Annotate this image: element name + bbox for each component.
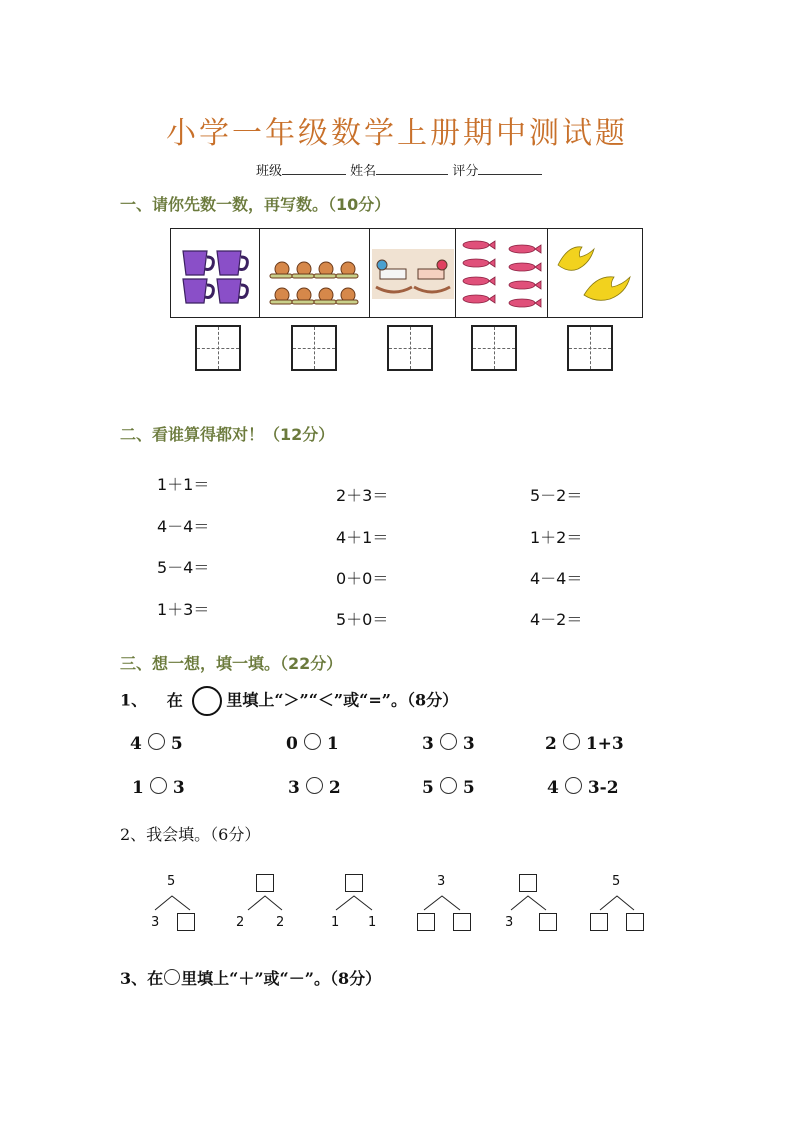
cup-icon	[171, 229, 259, 317]
calc-2-3: 0＋0＝	[336, 569, 389, 588]
bond-4-top: 3	[437, 874, 446, 889]
circle-icon	[164, 969, 180, 985]
compare-circle[interactable]	[440, 777, 457, 794]
compare-item: 2 1+3	[545, 734, 624, 754]
compare-item: 3 2	[288, 778, 341, 798]
question-1-pre: 在	[166, 690, 183, 710]
horses-cell	[370, 229, 456, 317]
question-3-pre: 3、在	[120, 969, 164, 988]
compare-item: 5 5	[422, 778, 475, 798]
fish-cell	[456, 229, 548, 317]
answer-box-2[interactable]	[291, 325, 337, 371]
class-field[interactable]	[282, 162, 346, 175]
compare-item: 4 3-2	[547, 778, 619, 798]
bond-1-top: 5	[167, 874, 176, 889]
answer-box-4[interactable]	[471, 325, 517, 371]
calc-3-4: 4－2＝	[530, 610, 583, 629]
bond-5-right-box[interactable]	[539, 913, 557, 931]
fish-icon	[456, 229, 548, 317]
compare-circle[interactable]	[440, 733, 457, 750]
bond-4-right-box[interactable]	[453, 913, 471, 931]
answer-box-1[interactable]	[195, 325, 241, 371]
picture-row	[170, 228, 643, 318]
calc-1-1: 1＋1＝	[157, 475, 210, 494]
bond-1-left: 3	[151, 915, 160, 930]
compare-circle[interactable]	[304, 733, 321, 750]
score-label: 评分	[452, 164, 479, 179]
birds-cell	[548, 229, 642, 317]
number-bond-lines	[0, 860, 794, 940]
compare-item: 3 3	[422, 734, 475, 754]
bond-1-right-box[interactable]	[177, 913, 195, 931]
bond-3-right: 1	[368, 915, 377, 930]
question-2: 2、我会填。（6分）	[120, 825, 261, 844]
snails-cell	[260, 229, 370, 317]
score-field[interactable]	[478, 162, 542, 175]
class-label: 班级	[256, 164, 283, 179]
bond-3-left: 1	[331, 915, 340, 930]
question-3-post: 里填上“＋”或“－”。（8分）	[181, 969, 382, 988]
answer-box-5[interactable]	[567, 325, 613, 371]
calc-3-3: 4－4＝	[530, 569, 583, 588]
snail-icon	[260, 229, 370, 317]
calc-2-1: 2＋3＝	[336, 486, 389, 505]
bond-6-right-box[interactable]	[626, 913, 644, 931]
question-1-post: 里填上“＞”“＜”或“=”。（8分）	[226, 690, 459, 710]
question-3	[120, 966, 381, 989]
section1-heading: 一、请你先数一数，再写数。（10分）	[120, 195, 391, 214]
calc-2-2: 4＋1＝	[336, 528, 389, 547]
bond-5-left: 3	[505, 915, 514, 930]
student-info-line	[256, 160, 542, 179]
compare-item: 0 1	[286, 734, 339, 754]
question-1-number: 1、	[120, 690, 148, 710]
calc-1-4: 1＋3＝	[157, 600, 210, 619]
compare-circle[interactable]	[148, 733, 165, 750]
page-title: 小学一年级数学上册期中测试题	[166, 116, 628, 151]
circle-icon	[192, 686, 222, 716]
compare-circle[interactable]	[563, 733, 580, 750]
bond-6-left-box[interactable]	[590, 913, 608, 931]
answer-box-3[interactable]	[387, 325, 433, 371]
section2-heading: 二、看谁算得都对！（12分）	[120, 425, 335, 444]
name-label: 姓名	[350, 164, 377, 179]
calc-3-1: 5－2＝	[530, 486, 583, 505]
compare-circle[interactable]	[306, 777, 323, 794]
bond-2-top-box[interactable]	[256, 874, 274, 892]
bond-4-left-box[interactable]	[417, 913, 435, 931]
bond-2-left: 2	[236, 915, 245, 930]
bird-icon	[548, 229, 642, 317]
calc-3-2: 1＋2＝	[530, 528, 583, 547]
compare-item: 1 3	[132, 778, 185, 798]
calc-1-3: 5－4＝	[157, 558, 210, 577]
cups-cell	[171, 229, 260, 317]
section3-heading: 三、想一想，填一填。（22分）	[120, 654, 343, 673]
compare-item: 4 5	[130, 734, 183, 754]
calc-1-2: 4－4＝	[157, 517, 210, 536]
calc-2-4: 5＋0＝	[336, 610, 389, 629]
bond-3-top-box[interactable]	[345, 874, 363, 892]
compare-circle[interactable]	[565, 777, 582, 794]
bond-2-right: 2	[276, 915, 285, 930]
compare-circle[interactable]	[150, 777, 167, 794]
rocking-horse-icon	[370, 229, 456, 317]
name-field[interactable]	[376, 162, 448, 175]
bond-6-top: 5	[612, 874, 621, 889]
bond-5-top-box[interactable]	[519, 874, 537, 892]
question-1	[120, 686, 458, 716]
